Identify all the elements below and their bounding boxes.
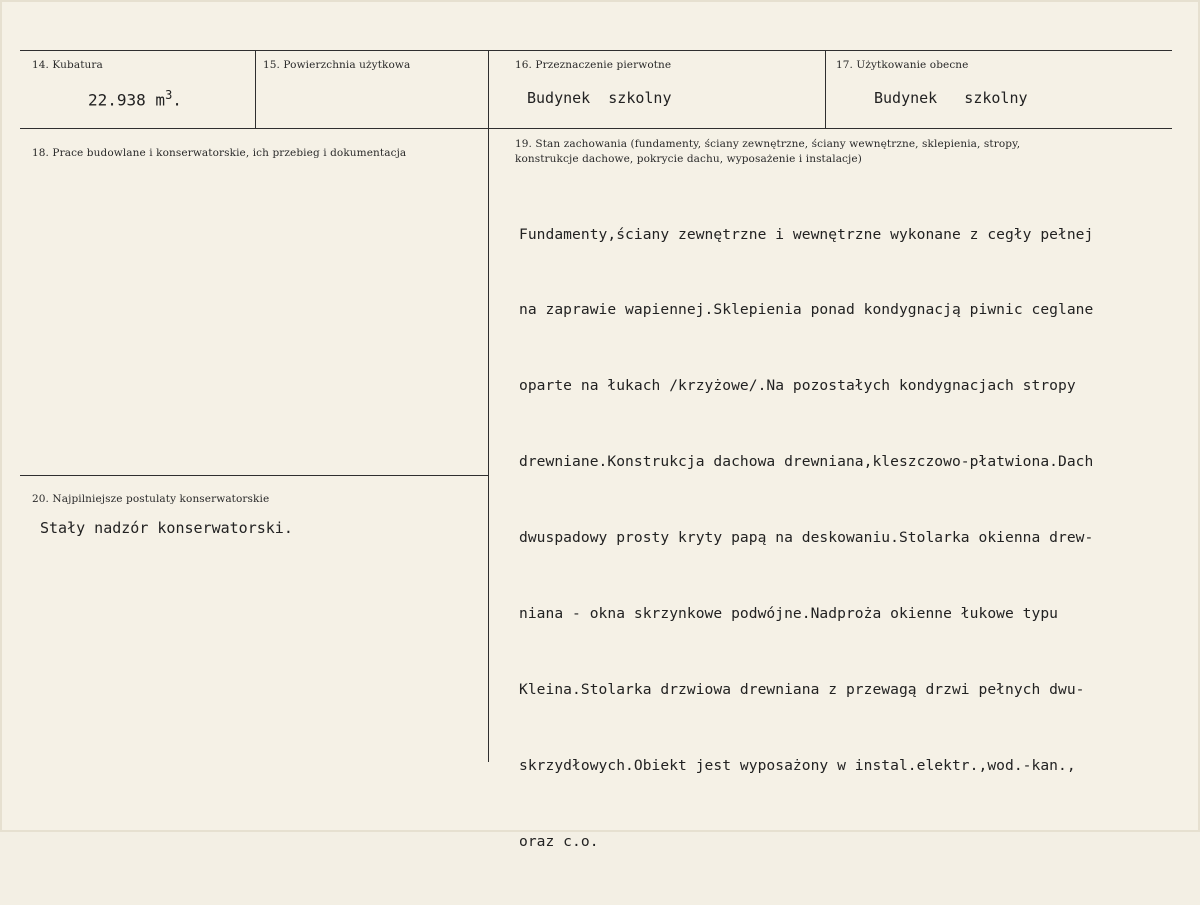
divider-16-17 [825, 50, 826, 128]
field19-line: na zaprawie wapiennej.Sklepienia ponad kondygnacją piwnic ceglane [519, 301, 1094, 319]
field19-label-line2: konstrukcje dachowe, pokrycie dachu, wyposażenie i instalacje) [515, 153, 862, 165]
field19-line: dwuspadowy prosty kryty papą na deskowaniu.Stolarka okienna drew- [519, 529, 1094, 547]
field16-label: 16. Przeznaczenie pierwotne [515, 59, 672, 71]
field14-suffix: . [172, 90, 182, 110]
field19-line: skrzydłowych.Obiekt jest wyposażony w instal.elektr.,wod.-kan., [519, 756, 1076, 774]
field19-line: Kleina.Stolarka drzwiowa drewniana z przewagą drzwi pełnych dwu- [519, 680, 1085, 698]
field17-value: Budynek szkolny [874, 89, 1028, 107]
field19-line: Fundamenty,ściany zewnętrzne i wewnętrzne wykonane z cegły pełnej [519, 225, 1094, 243]
field19-line: niana - okna skrzynkowe podwójne.Nadproża okienne łukowe typu [519, 605, 1059, 623]
field17-label: 17. Użytkowanie obecne [836, 59, 969, 71]
field19-line: oraz c.o. [519, 832, 599, 850]
field14-number: 22.938 m [88, 90, 166, 110]
field20-label: 20. Najpilniejsze postulaty konserwatorskie [32, 493, 270, 505]
divider-15-16 [488, 50, 489, 762]
field14-unit-exponent: 3 [165, 88, 173, 102]
field20-value: Stały nadzór konserwatorski. [40, 519, 293, 537]
field19-label-line1: 19. Stan zachowania (fundamenty, ściany zewnętrzne, ściany wewnętrzne, sklepienia, stropy, [515, 138, 1021, 150]
field18-label: 18. Prace budowlane i konserwatorskie, ich przebieg i dokumentacja [32, 147, 407, 159]
field14-value [88, 88, 182, 109]
field16-value: Budynek szkolny [527, 89, 672, 107]
field14-label: 14. Kubatura [32, 59, 103, 71]
divider-14-15 [255, 50, 256, 128]
field19-line: drewniane.Konstrukcja dachowa drewniana,kleszczowo-płatwiona.Dach [519, 453, 1094, 471]
field15-label: 15. Powierzchnia użytkowa [263, 59, 411, 71]
row1-bottom-rule [20, 128, 1172, 129]
field19-text [519, 171, 1093, 905]
field19-line: oparte na łukach /krzyżowe/.Na pozostałych kondygnacjach stropy [519, 377, 1076, 395]
field18-bottom-rule [20, 475, 488, 476]
top-rule [20, 50, 1172, 51]
